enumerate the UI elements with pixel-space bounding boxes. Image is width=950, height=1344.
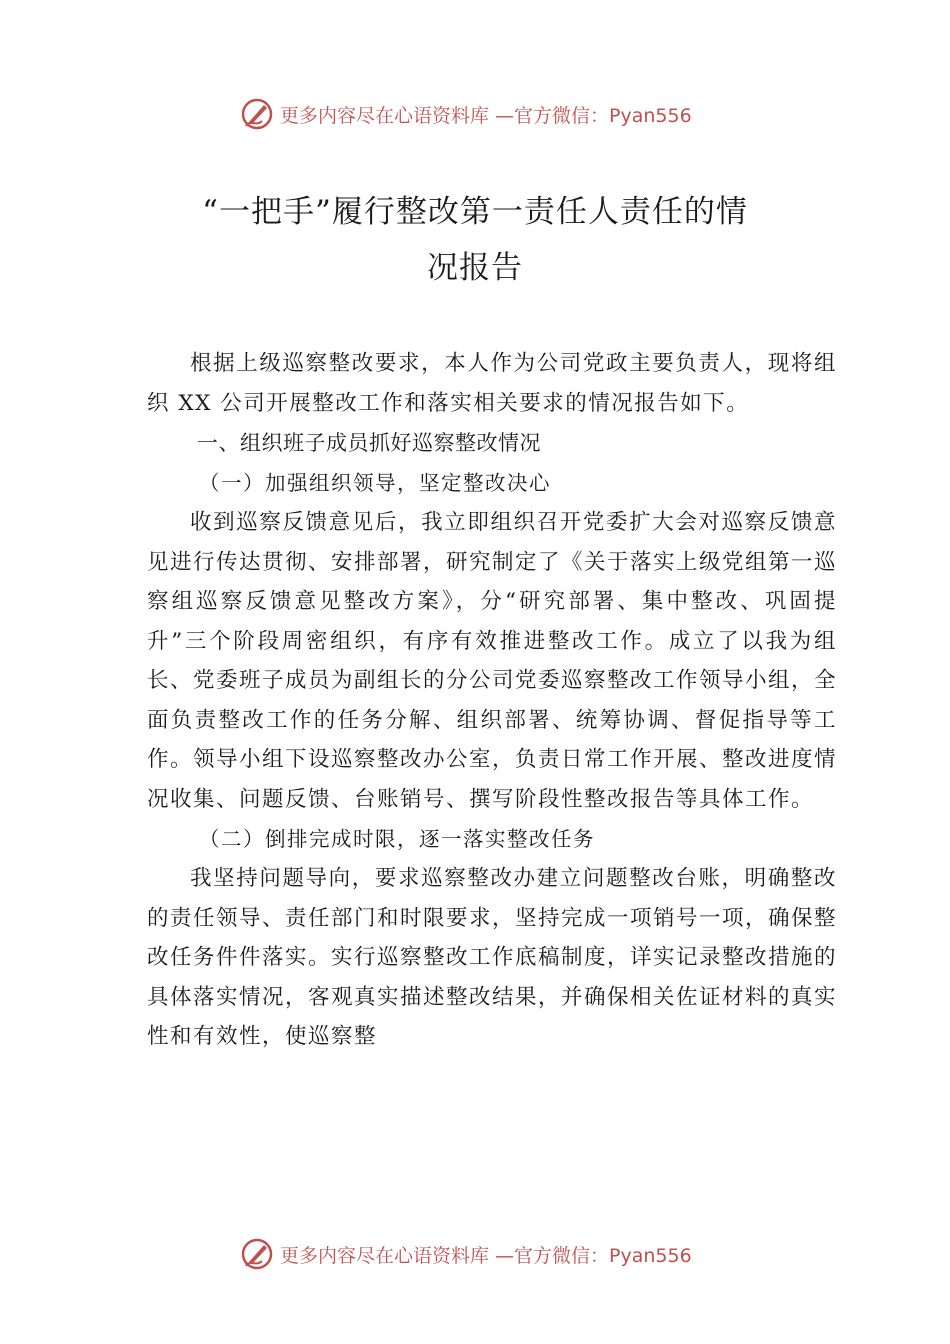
footer-wechat-text: —官方微信：Pyan556 — [495, 1244, 692, 1267]
title-line-2: 况报告 — [427, 250, 523, 286]
header-banner — [240, 96, 760, 132]
document-body — [147, 344, 837, 1057]
pen-seal-logo-icon — [240, 97, 274, 131]
banner-brand-text: 更多内容尽在心语资料库 — [280, 104, 490, 127]
section-1-heading: 一、组织班子成员抓好巡察整改情况 — [197, 431, 541, 455]
subsection-1-heading: （一）加强组织领导，坚定整改决心 — [199, 471, 551, 495]
subsection-1-body: 收到巡察反馈意见后，我立即组织召开党委扩大会对巡察反馈意见进行传达贯彻、安排部署，研究制定了《关于落实上级党组第一巡察组巡察反馈意见整改方案》，分“研究部署、集中整改、巩固提升”三个阶段周密组织，有序有效推进整改工作。成立了以我为组长、党委班子成员为副组长的分公司党委巡察整改工作领导小组，全面负责整改工作的任务分解、组织部署、统筹协调、督促指导等工作。领导小组下设巡察整改办公室，负责日常工作开展、整改进度情况收集、问题反馈、台账销号、撰写阶段性整改报告等具体工作。 — [147, 510, 838, 812]
intro-paragraph: 根据上级巡察整改要求，本人作为公司党政主要负责人，现将组织 XX 公司开展整改工作和落实相关要求的情况报告如下。 — [147, 351, 837, 416]
pen-seal-logo-icon — [240, 1237, 274, 1271]
footer-banner — [240, 1236, 760, 1272]
document-title — [100, 184, 850, 296]
banner-wechat-text: —官方微信：Pyan556 — [495, 104, 692, 127]
footer-brand-text: 更多内容尽在心语资料库 — [280, 1244, 490, 1267]
subsection-2-heading: （二）倒排完成时限，逐一落实整改任务 — [199, 827, 595, 851]
title-line-1: “一把手”履行整改第一责任人责任的情 — [202, 194, 748, 230]
subsection-2-body: 我坚持问题导向，要求巡察整改办建立问题整改台账，明确整改的责任领导、责任部门和时限要求，坚持完成一项销号一项，确保整改任务件件落实。实行巡察整改工作底稿制度，详实记录整改措施的具体落实情况，客观真实描述整改结果，并确保相关佐证材料的真实性和有效性，使巡察整 — [147, 866, 838, 1049]
